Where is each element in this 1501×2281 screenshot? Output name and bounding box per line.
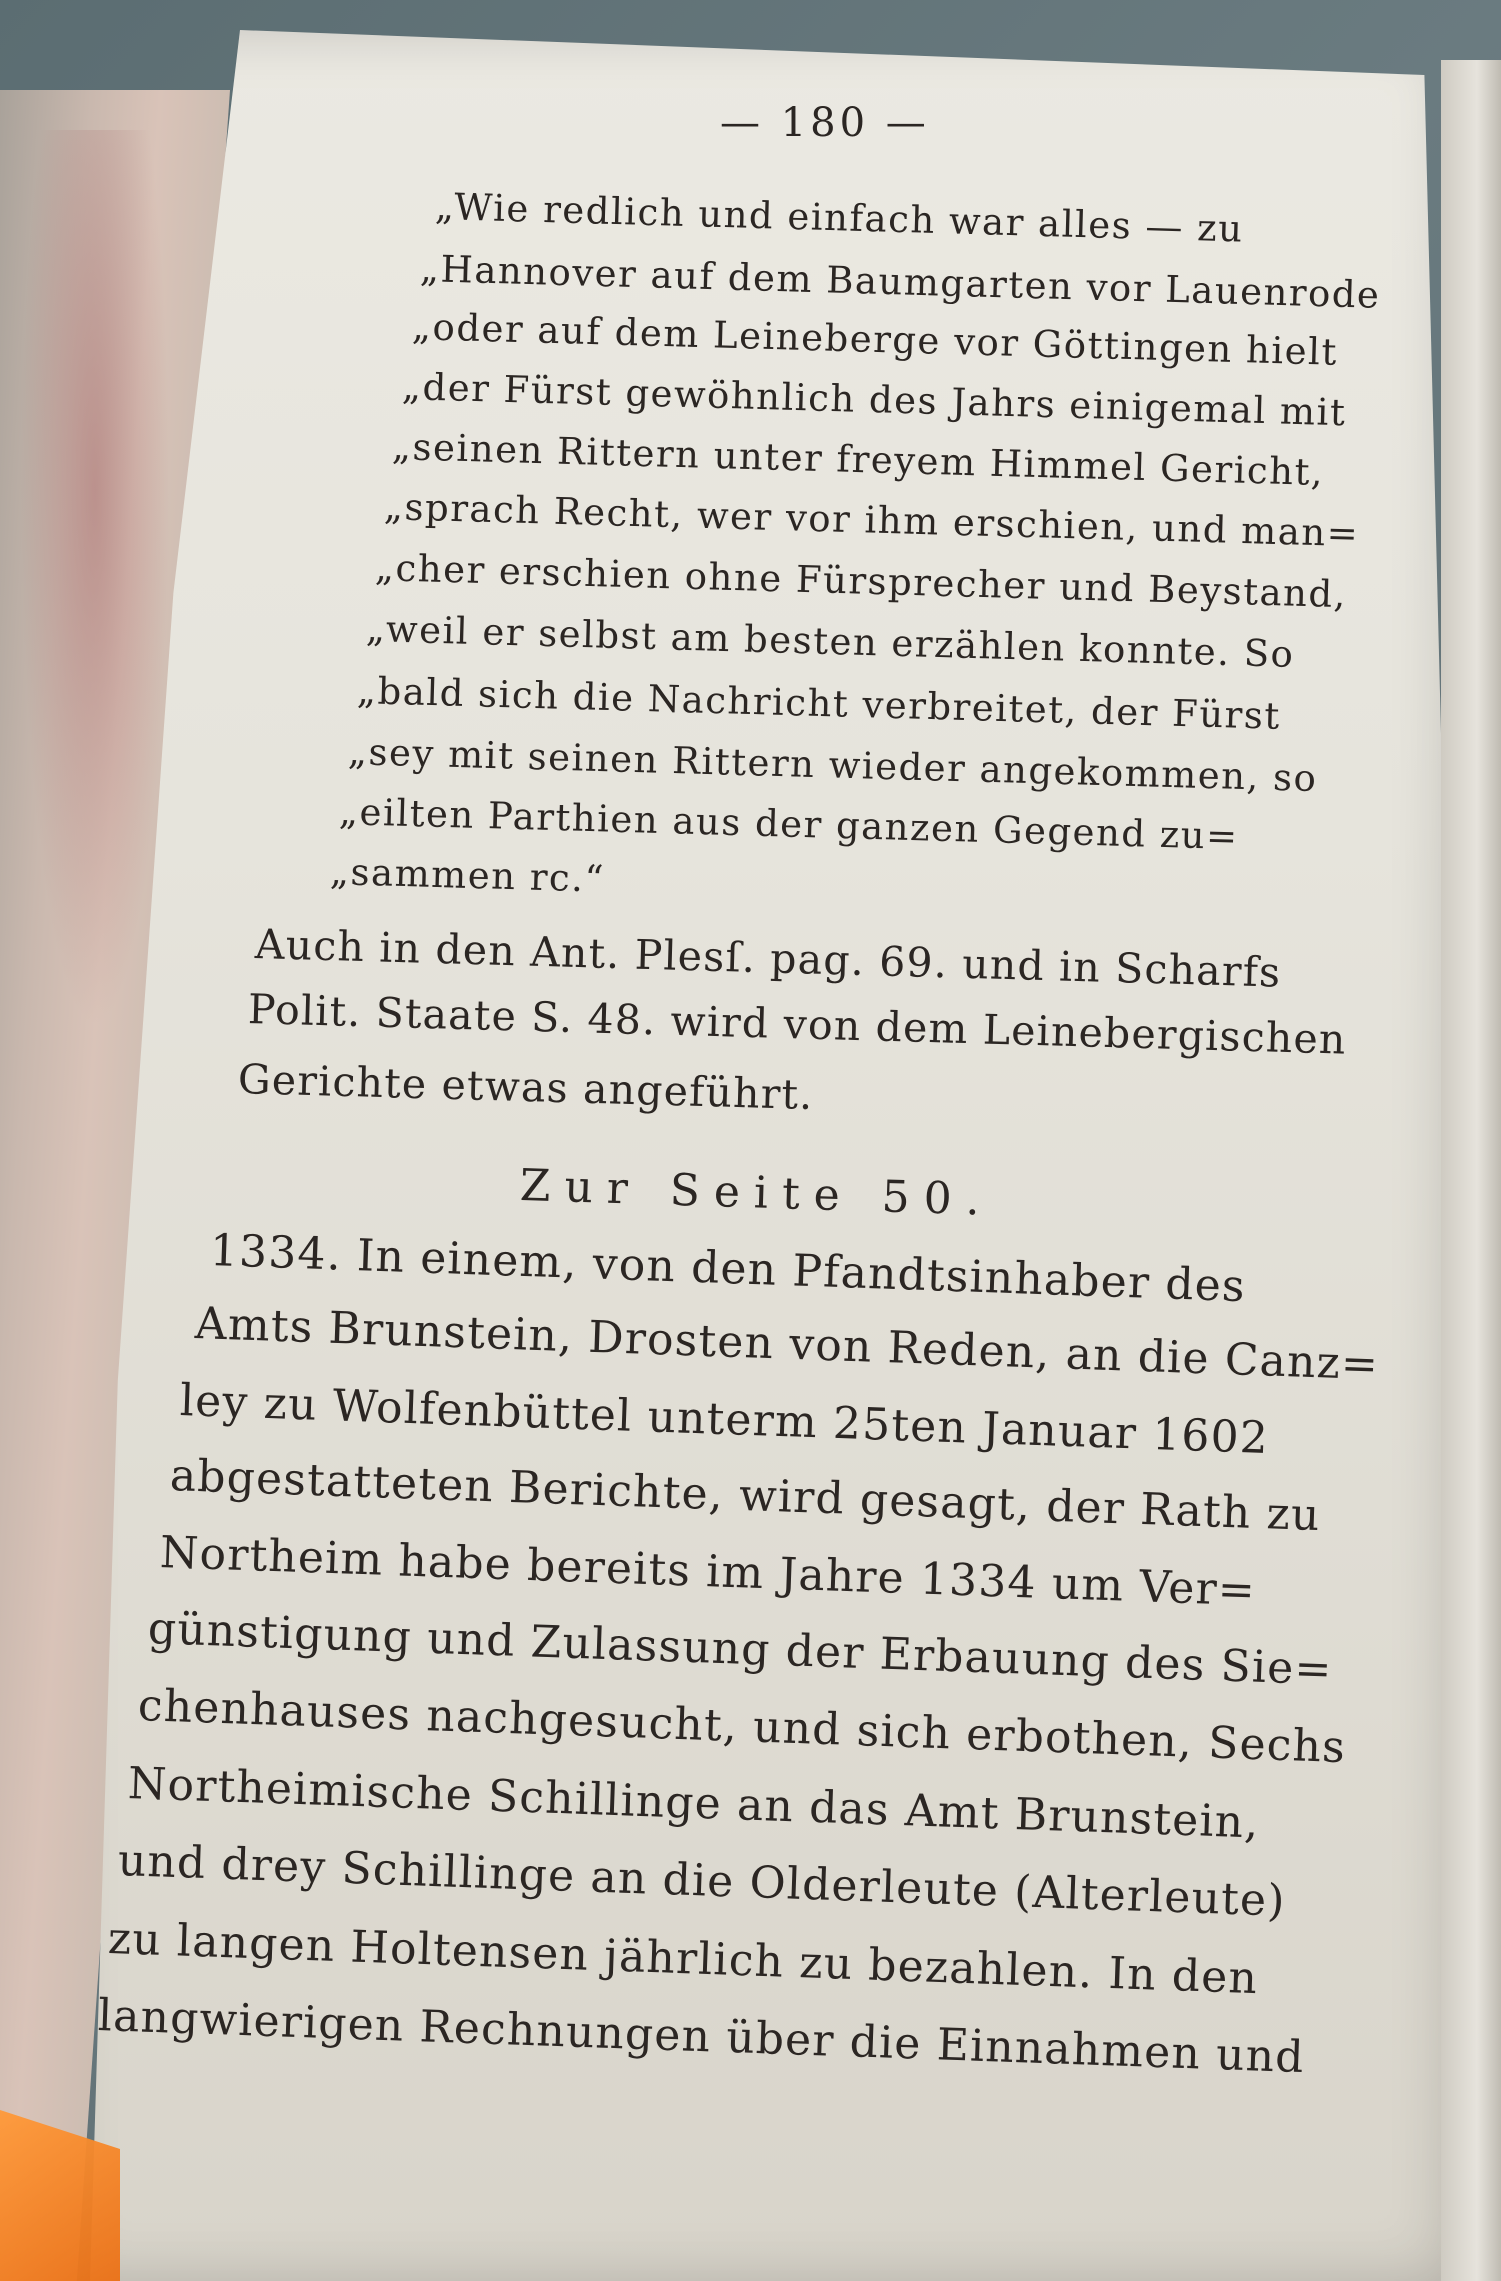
quote-line: „Hannover auf dem Baumgarten vor Lauenrode bbox=[419, 247, 1381, 317]
paragraph-line: Gerichte etwas angeführt. bbox=[237, 1055, 815, 1120]
quote-line: „sey mit seinen Rittern wieder angekommen, so bbox=[347, 730, 1318, 801]
quote-line: „oder auf dem Leineberge vor Göttingen hielt bbox=[411, 305, 1339, 374]
body-line: abgestatteten Berichte, wird gesagt, der Rath zu bbox=[169, 1450, 1322, 1542]
quote-line: „sprach Recht, wer vor ihm erschien, und man= bbox=[383, 485, 1360, 556]
body-line: und drey Schillinge an die Olderleute (Alterleute) bbox=[117, 1835, 1287, 1927]
body-line: zu langen Holtensen jährlich zu bezahlen. In den bbox=[107, 1913, 1259, 2005]
page-number: — 180 — bbox=[720, 100, 930, 146]
quote-line: „seinen Rittern unter freyem Himmel Gericht, bbox=[391, 425, 1325, 495]
quote-line: „der Fürst gewöhnlich des Jahrs einigemal mit bbox=[401, 365, 1347, 435]
body-line: chenhauses nachgesucht, und sich erbothen, Sechs bbox=[137, 1680, 1347, 1774]
quote-line: „cher erschien ohne Fürsprecher und Beystand, bbox=[374, 546, 1348, 617]
body-line: Northeimische Schillinge an das Amt Brunstein, bbox=[127, 1758, 1261, 1849]
body-line: langwierigen Rechnungen über die Einnahmen und bbox=[97, 1990, 1306, 2084]
section-heading: Zur Seite 50. bbox=[519, 1160, 995, 1226]
body-line: Northeim habe bereits im Jahre 1334 um Ver= bbox=[159, 1527, 1257, 1617]
body-line: Amts Brunstein, Drosten von Reden, an die Canz= bbox=[194, 1298, 1380, 1391]
quote-line: „bald sich die Nachricht verbreitet, der Fürst bbox=[356, 669, 1282, 738]
quote-line: „Wie redlich und einfach war alles — zu bbox=[434, 185, 1245, 251]
body-line: ley zu Wolfenbüttel unterm 25ten Januar 1602 bbox=[179, 1375, 1270, 1465]
paragraph-line: Auch in den Ant. Plesſ. pag. 69. und in Scharfs bbox=[254, 920, 1282, 997]
body-line: 1334. In einem, von den Pfandtsinhaber des bbox=[209, 1225, 1247, 1313]
quote-line: „weil er selbst am besten erzählen konnte. So bbox=[365, 607, 1296, 676]
paragraph-line: Polit. Staate S. 48. wird von dem Leinebergischen bbox=[247, 985, 1348, 1064]
quote-line: „sammen rc.“ bbox=[329, 850, 606, 901]
quote-line: „eilten Parthien aus der ganzen Gegend zu= bbox=[338, 790, 1240, 859]
body-line: günstigung und Zulassung der Erbauung des Sie= bbox=[147, 1603, 1334, 1696]
